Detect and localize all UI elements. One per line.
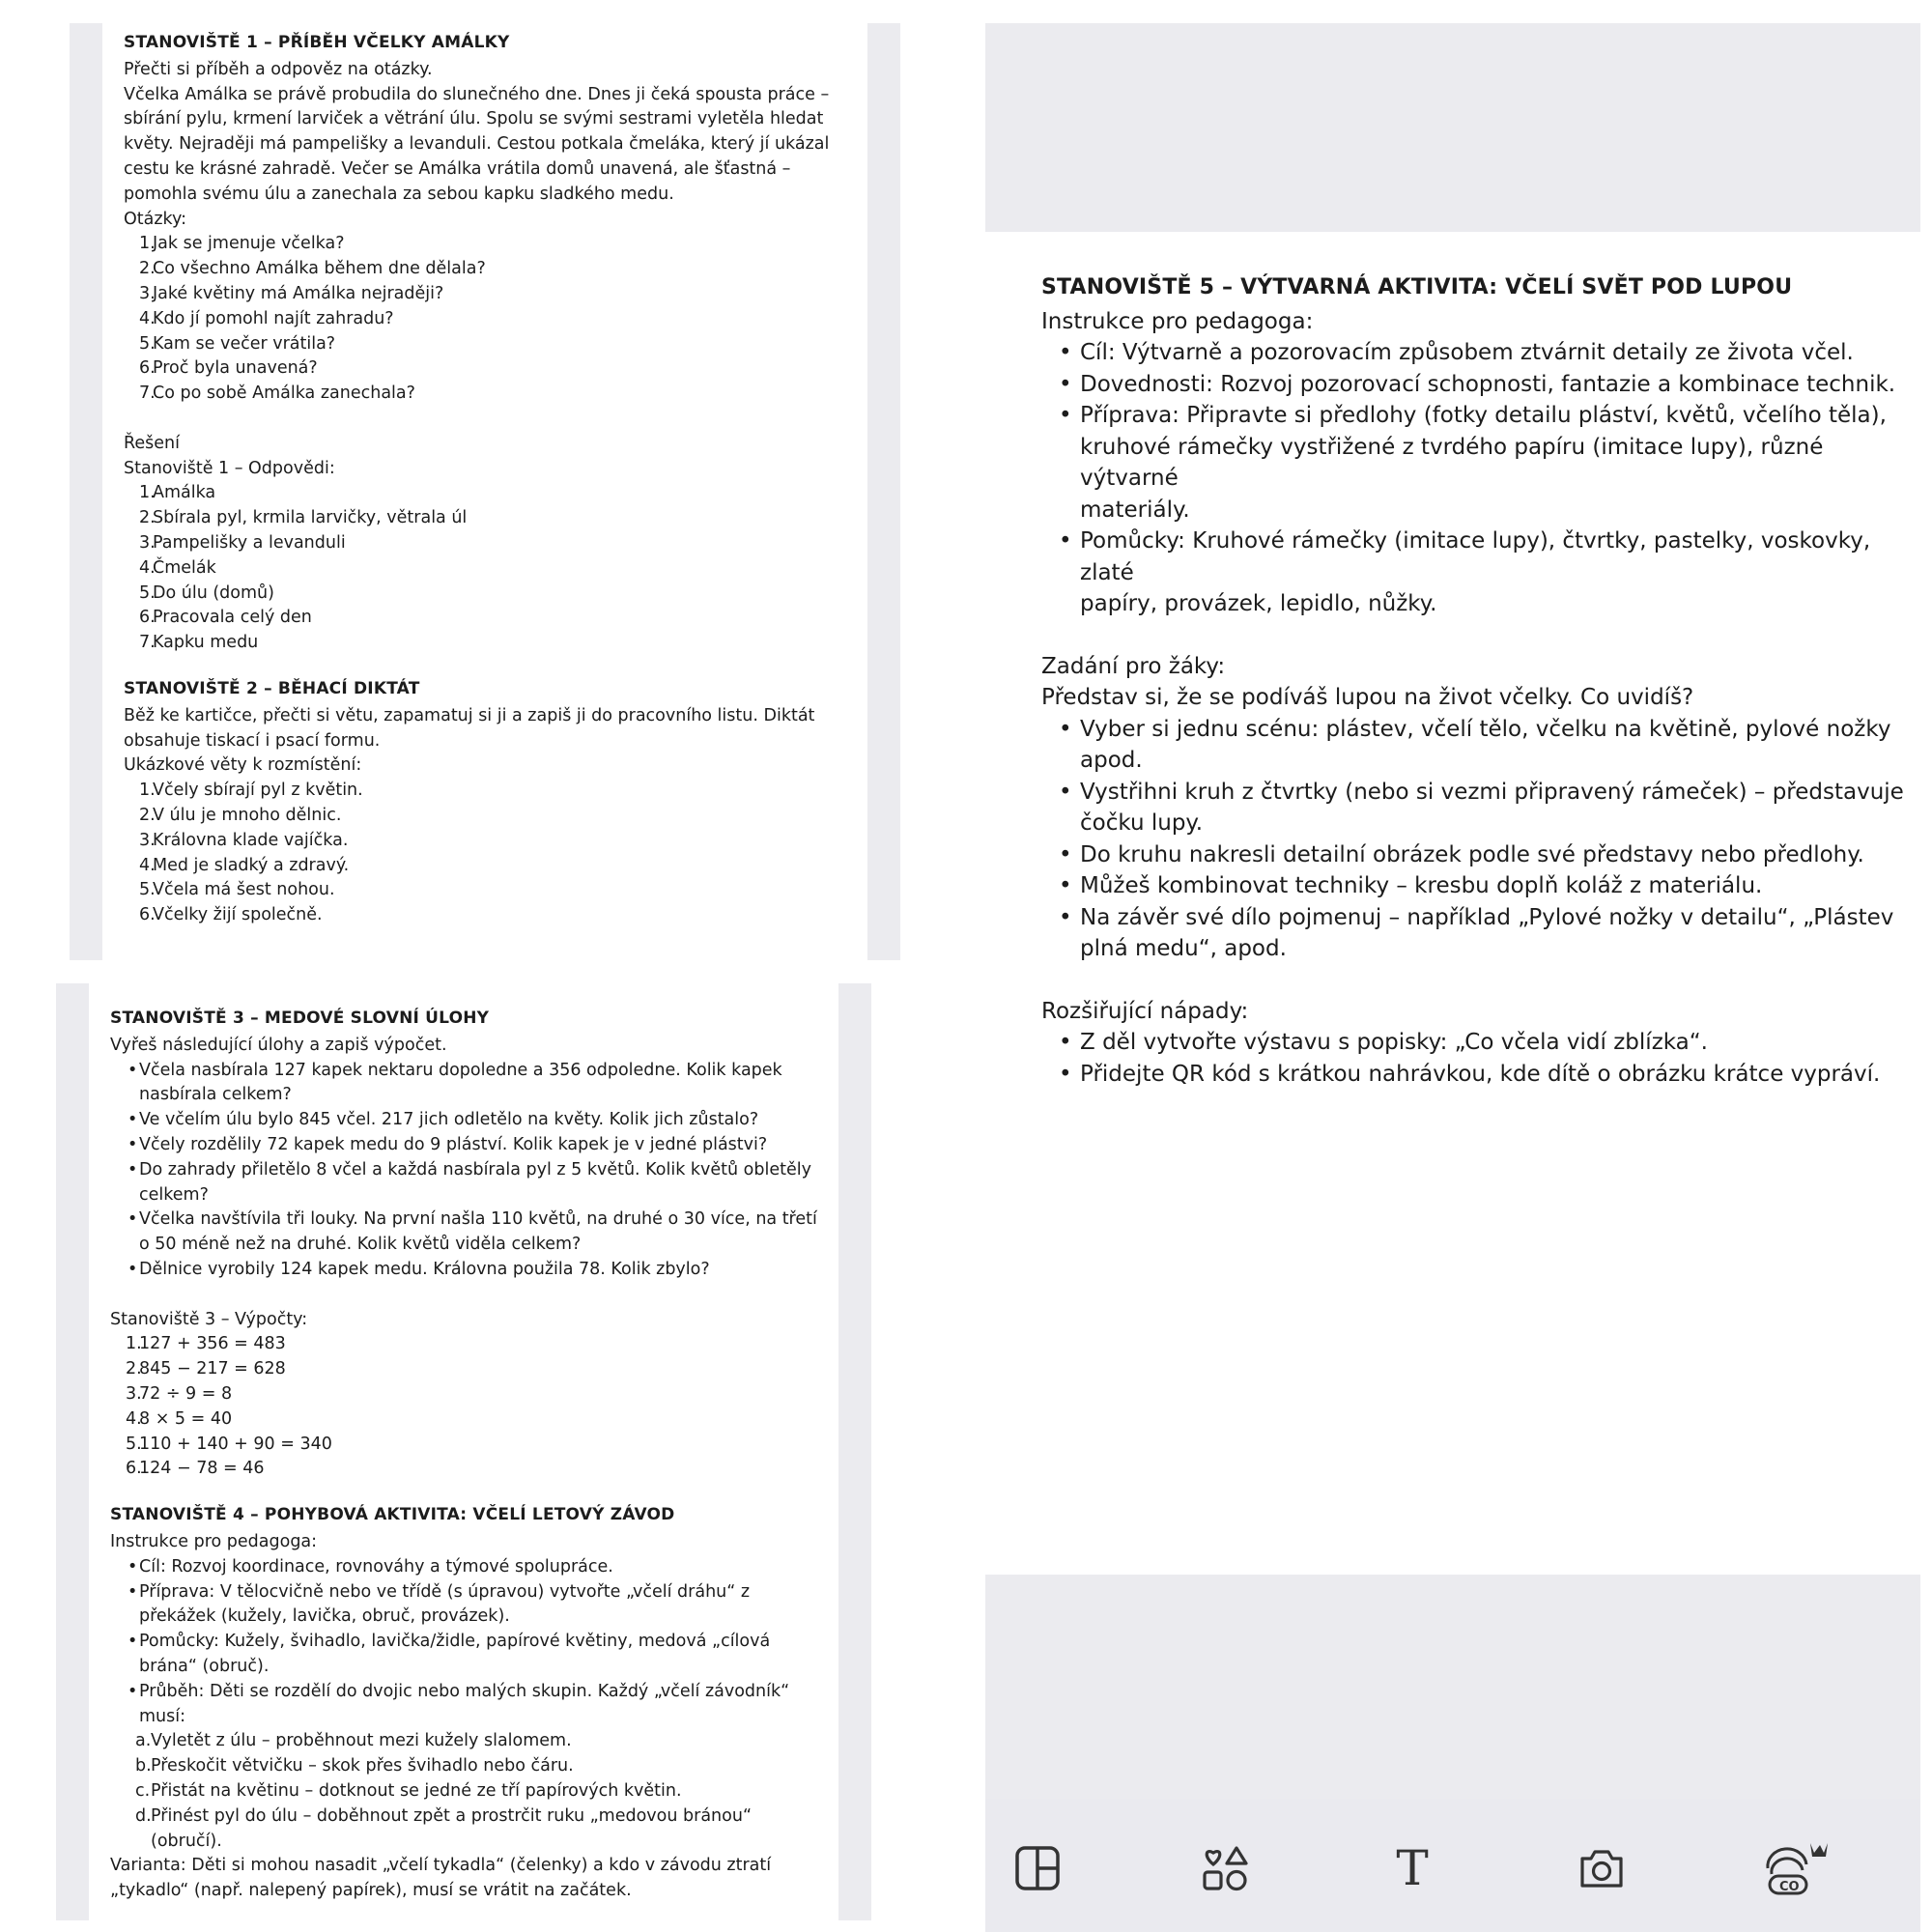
list-item: 4. Čmelák <box>139 557 216 578</box>
worksheet-page-1[interactable] <box>102 23 867 960</box>
list-item: 1. Jak se jmenuje včelka? <box>139 234 345 254</box>
shapes-icon <box>1200 1843 1250 1893</box>
panel-right-edge <box>838 983 871 1920</box>
list-item: 5. Kam se večer vrátila? <box>139 333 336 354</box>
list-item: c. Přistát na květinu – dotknout se jedné ze tří papírových květin. <box>135 1780 682 1801</box>
station-5-title: STANOVIŠTĚ 5 – VÝTVARNÁ AKTIVITA: VČELÍ SVĚT POD LUPOU <box>1041 275 1793 299</box>
task-label: Zadání pro žáky: <box>1041 653 1226 679</box>
text-button[interactable] <box>1385 1841 1439 1895</box>
list-item: 7. Kapku medu <box>139 633 259 653</box>
list-item: 4. 8 × 5 = 40 <box>126 1408 233 1429</box>
elements-button[interactable] <box>1198 1841 1252 1895</box>
list-item: 4. Med je sladký a zdravý. <box>139 855 350 875</box>
station-4-title: STANOVIŠTĚ 4 – POHYBOVÁ AKTIVITA: VČELÍ LETOVÝ ZÁVOD <box>110 1505 675 1525</box>
list-item: 6. Proč byla unavená? <box>139 358 318 379</box>
list-item: • Na závěr své dílo pojmenuj – například „Pylové nožky v detailu“, „Plástev plná medu“, apod. <box>1059 902 1911 965</box>
premium-badge-text: CO <box>1779 1880 1800 1894</box>
story-line: Včelka Amálka se právě probudila do slunečného dne. Dnes ji čeká spousta práce – <box>124 84 830 104</box>
list-item: • Příprava: V tělocvičně nebo ve třídě (s úpravou) vytvořte „včelí dráhu“ z překážek (kužely, lavička, obruč, provázek). <box>128 1580 835 1631</box>
steps-list <box>110 1729 835 1854</box>
worksheet-page-2[interactable] <box>89 983 838 1920</box>
list-item: • Můžeš kombinovat techniky – kresbu doplň koláž z materiálu. <box>1059 870 1911 902</box>
list-item: 5. 110 + 140 + 90 = 340 <box>126 1434 332 1454</box>
list-item: • Průběh: Děti se rozdělí do dvojic nebo malých skupin. Každý „včelí závodník“ musí: <box>128 1680 835 1730</box>
list-item: • Vyber si jednu scénu: plástev, včelí tělo, včelku na květině, pylové nožky apod. <box>1059 714 1911 777</box>
station-3-title: STANOVIŠTĚ 3 – MEDOVÉ SLOVNÍ ÚLOHY <box>110 1009 490 1028</box>
list-item: 6. Včelky žijí společně. <box>139 905 323 925</box>
station-4-intro: Instrukce pro pedagoga: <box>110 1531 318 1551</box>
station-3-intro: Vyřeš následující úlohy a zapiš výpočet. <box>110 1035 447 1055</box>
panel-left-edge <box>56 983 89 1920</box>
list-item: 3. Jaké květiny má Amálka nejraději? <box>139 283 444 303</box>
story-line: pomohla svému úlu a zanechala za sebou kapku sladkého medu. <box>124 184 674 204</box>
list-item: • Pomůcky: Kužely, švihadlo, lavička/židle, papírové květiny, medová „cílová brána“ (obruč). <box>128 1630 835 1680</box>
list-item: 1. 127 + 356 = 483 <box>126 1334 286 1354</box>
list-item: 7. Co po sobě Amálka zanechala? <box>139 384 415 404</box>
text-icon: T <box>1396 1840 1429 1896</box>
list-item: • Příprava: Připravte si předlohy (fotky detailu pláství, květů, včelího těla), kruhové rámečky vystřižené z tvrdého papíru (imitace lupy), různé výtvarné materiály. <box>1059 400 1911 526</box>
list-item: • Do zahrady přiletělo 8 včel a každá nasbírala pyl z 5 květů. Kolik květů obletěly celkem? <box>128 1158 835 1208</box>
list-item: 2. 845 − 217 = 628 <box>126 1359 286 1379</box>
variant-text: Varianta: Děti si mohou nasadit „včelí tykadla“ (čelenky) a kdo v závodu ztratí <box>110 1856 772 1876</box>
panel-left-edge <box>70 23 102 960</box>
list-item: • Vystřihni kruh z čtvrtky (nebo si vezmi připravený rámeček) – představuje čočku lupy. <box>1059 777 1911 839</box>
station-2-intro: obsahuje tiskací i psací formu. <box>124 730 381 751</box>
instructions-list <box>1041 337 1911 620</box>
station-2-intro: Běž ke kartičce, přečti si větu, zapamatuj si ji a zapiš ji do pracovního listu. Diktát <box>124 705 815 725</box>
station-1-intro: Přečti si příběh a odpověz na otázky. <box>124 59 433 79</box>
list-item: 3. 72 ÷ 9 = 8 <box>126 1383 233 1404</box>
list-item: • Do kruhu nakresli detailní obrázek podle své představy nebo předlohy. <box>1059 839 1911 871</box>
list-item: 5. Včela má šest nohou. <box>139 880 335 900</box>
questions-label: Otázky: <box>124 209 187 229</box>
station-2-title: STANOVIŠTĚ 2 – BĚHACÍ DIKTÁT <box>124 678 420 698</box>
list-item: • Z děl vytvořte výstavu s popisky: „Co včela vidí zblízka“. <box>1059 1027 1911 1059</box>
list-item: 6. Pracovala celý den <box>139 608 312 628</box>
ideas-label: Rozšiřující nápady: <box>1041 998 1249 1024</box>
instructions-list <box>110 1555 835 1730</box>
camera-button[interactable] <box>1575 1841 1629 1895</box>
worksheet-page-3[interactable] <box>985 232 1920 1575</box>
page-top-area <box>985 23 1920 232</box>
list-item: 3. Královna klade vajíčka. <box>139 830 349 850</box>
layout-button[interactable] <box>1010 1841 1065 1895</box>
list-item: • Pomůcky: Kruhové rámečky (imitace lupy), čtvrtky, pastelky, voskovky, zlaté papíry, provázek, lepidlo, nůžky. <box>1059 526 1911 620</box>
list-item: 2. V úlu je mnoho dělnic. <box>139 805 342 825</box>
list-item: 4. Kdo jí pomohl najít zahradu? <box>139 308 394 328</box>
layout-icon <box>1013 1844 1062 1892</box>
calc-label: Stanoviště 3 – Výpočty: <box>110 1309 308 1329</box>
sample-label: Ukázkové věty k rozmístění: <box>124 755 362 776</box>
list-item: a. Vyletět z úlu – proběhnout mezi kužely slalomem. <box>135 1731 572 1751</box>
list-item: • Dovednosti: Rozvoj pozorovací schopnosti, fantazie a kombinace technik. <box>1059 369 1911 401</box>
list-item: • Přidejte QR kód s krátkou nahrávkou, kde dítě o obrázku krátce vypráví. <box>1059 1059 1911 1091</box>
station-5-intro: Instrukce pro pedagoga: <box>1041 308 1314 334</box>
list-item: • Cíl: Výtvarně a pozorovacím způsobem ztvárnit detaily ze života včel. <box>1059 337 1911 369</box>
list-item: 5. Do úlu (domů) <box>139 582 274 603</box>
list-item: d. Přinést pyl do úlu – doběhnout zpět a prostrčit ruku „medovou bránou“ (obručí). <box>135 1805 753 1851</box>
list-item: 2. Co všechno Amálka během dne dělala? <box>139 259 486 279</box>
list-item: • Dělnice vyrobily 124 kapek medu. Královna použila 78. Kolik zbylo? <box>128 1258 835 1283</box>
list-item: • Včela nasbírala 127 kapek nektaru dopoledne a 356 odpoledne. Kolik kapek nasbírala celkem? <box>128 1059 835 1109</box>
story-line: cestu ke krásné zahradě. Večer se Amálka vrátila domů unavená, ale šťastná – <box>124 158 791 179</box>
task-intro: Představ si, že se podíváš lupou na život včelky. Co uvidíš? <box>1041 685 1694 710</box>
calc-list <box>110 1332 835 1482</box>
camera-icon <box>1577 1843 1627 1893</box>
list-item: b. Přeskočit větvičku – skok přes švihadlo nebo čáru. <box>135 1756 574 1776</box>
answers-label: Stanoviště 1 – Odpovědi: <box>124 458 335 478</box>
station-1-title: STANOVIŠTĚ 1 – PŘÍBĚH VČELKY AMÁLKY <box>124 33 510 52</box>
sentences-list <box>124 779 858 928</box>
list-item: • Včely rozdělily 72 kapek medu do 9 pláství. Kolik kapek je v jedné plástvi? <box>128 1133 835 1158</box>
list-item: • Ve včelím úlu bylo 845 včel. 217 jich odletělo na květy. Kolik jich zůstalo? <box>128 1108 835 1133</box>
ideas-list <box>1041 1027 1911 1090</box>
list-item: 3. Pampelišky a levanduli <box>139 532 346 553</box>
page-bottom-area <box>985 1575 1920 1799</box>
story-line: květy. Nejraději má pampelišky a levanduli. Cestou potkala čmeláka, který jí ukázal <box>124 134 830 155</box>
tasks-list <box>110 1059 835 1283</box>
task-list <box>1041 714 1911 965</box>
list-item: • Cíl: Rozvoj koordinace, rovnováhy a týmové spolupráce. <box>128 1555 835 1580</box>
list-item: 1. Včely sbírají pyl z květin. <box>139 781 363 801</box>
variant-text: „tykadlo“ (např. nalepený papírek), musí se vrátit na začátek. <box>110 1881 632 1901</box>
solution-label: Řešení <box>124 433 180 453</box>
questions-list <box>124 232 858 407</box>
list-item: 6. 124 − 78 = 46 <box>126 1459 265 1479</box>
list-item: • Včelka navštívila tři louky. Na první našla 110 květů, na druhé o 30 více, na třetí o 50 méně než na druhé. Kolik květů viděla celkem? <box>128 1208 835 1258</box>
answers-list <box>124 481 858 656</box>
premium-apps-button[interactable] <box>1760 1841 1830 1895</box>
list-item: 1. Amálka <box>139 483 216 503</box>
list-item: 2. Sbírala pyl, krmila larvičky, větrala úl <box>139 508 468 528</box>
panel-right-edge <box>867 23 900 960</box>
story-line: sbírání pylu, krmení larviček a větrání úlu. Spolu se svými sestrami vyletěla hledat <box>124 109 824 129</box>
